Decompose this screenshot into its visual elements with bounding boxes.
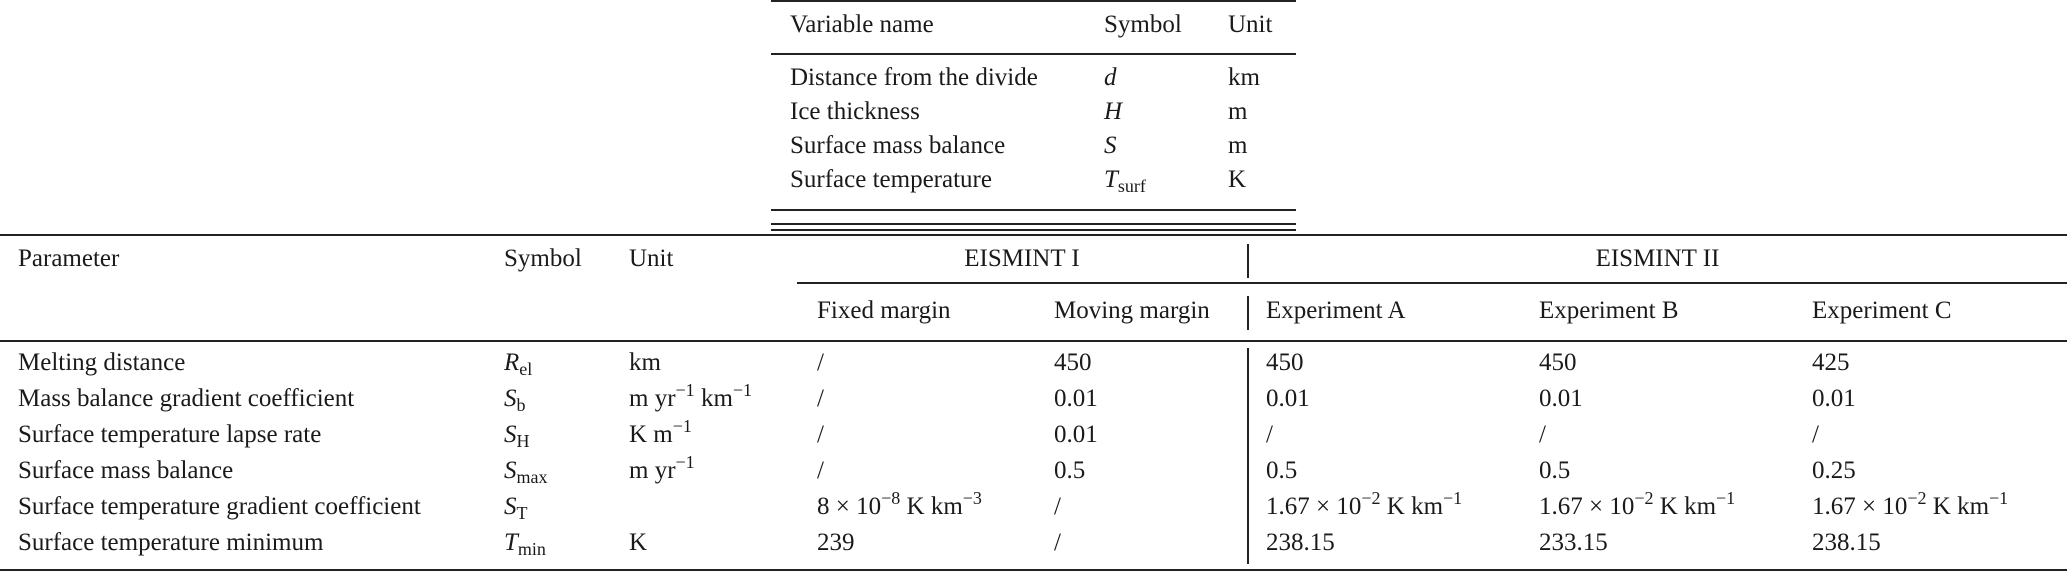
parameter-name: Surface temperature minimum <box>18 529 324 556</box>
value-experiment-a <box>1266 488 1463 522</box>
group-cmidrule <box>797 282 2067 284</box>
parameter-name: Melting distance <box>18 349 186 376</box>
value-moving-margin: / <box>1054 529 1061 556</box>
value-experiment-a: / <box>1266 421 1273 448</box>
header-symbol: Symbol <box>504 245 582 272</box>
symbol-letter: R <box>504 349 520 376</box>
symbol-subscript: surf <box>1117 176 1146 197</box>
variable-symbol: S <box>1104 132 1117 159</box>
value-experiment-c <box>1812 488 2009 522</box>
value-unit: K km <box>1926 493 1990 520</box>
symbol-letter: T <box>504 529 518 556</box>
table2-top-rule <box>0 234 2067 236</box>
header-parameter: Parameter <box>18 245 120 272</box>
variable-unit: K <box>1228 166 1247 193</box>
value-moving-margin: 0.01 <box>1054 421 1098 448</box>
variable-unit: m <box>1228 132 1248 159</box>
parameter-name: Surface mass balance <box>18 457 234 484</box>
header-eismint-2: EISMINT II <box>1595 245 1720 272</box>
parameter-symbol <box>504 456 548 486</box>
parameter-unit <box>629 380 753 414</box>
parameter-symbol <box>504 420 530 450</box>
symbol-subscript: H <box>516 431 530 452</box>
group-divider-body <box>1247 348 1249 564</box>
symbol-letter: S <box>504 421 517 448</box>
value-experiment-b: 0.01 <box>1539 385 1583 412</box>
header-experiment-b: Experiment B <box>1539 297 1679 324</box>
symbol-subscript: el <box>519 359 533 380</box>
value-experiment-c: 425 <box>1812 349 1850 376</box>
value-exponent: −2 <box>1907 488 1927 509</box>
value-unit-exponent: −1 <box>1989 488 2009 509</box>
value-fixed-margin: / <box>817 421 824 448</box>
value-experiment-b <box>1539 488 1736 522</box>
variable-unit: m <box>1228 98 1248 125</box>
value-mantissa: 1.67 × 10 <box>1812 493 1908 520</box>
header-moving-margin: Moving margin <box>1054 297 1210 324</box>
value-unit-exponent: −3 <box>962 488 982 509</box>
value-experiment-b: 233.15 <box>1539 529 1608 556</box>
table1-header-symbol: Symbol <box>1104 11 1182 38</box>
unit-text: m yr <box>629 457 676 484</box>
value-exponent: −8 <box>881 488 901 509</box>
value-unit: K km <box>1380 493 1444 520</box>
header-fixed-margin: Fixed margin <box>817 297 951 324</box>
value-unit-exponent: −1 <box>1443 488 1463 509</box>
parameter-symbol <box>504 348 532 378</box>
unit-text: m yr <box>629 385 676 412</box>
variable-symbol <box>1104 165 1146 195</box>
variable-name: Distance from the divide <box>790 64 1038 91</box>
group-divider-top <box>1247 244 1249 278</box>
symbol-subscript: max <box>516 467 548 488</box>
table1-top-rule <box>771 0 1296 2</box>
symbol-letter: S <box>504 385 517 412</box>
symbol-letter: S <box>504 493 517 520</box>
unit-text: km <box>694 385 733 412</box>
header-eismint-1: EISMINT I <box>964 245 1080 272</box>
header-experiment-c: Experiment C <box>1812 297 1952 324</box>
value-moving-margin: 0.5 <box>1054 457 1086 484</box>
value-fixed-margin: / <box>817 349 824 376</box>
value-mantissa: 1.67 × 10 <box>1266 493 1362 520</box>
value-unit-exponent: −1 <box>1716 488 1736 509</box>
value-experiment-c: 238.15 <box>1812 529 1881 556</box>
table1-end-rule-b <box>771 229 1296 231</box>
header-experiment-a: Experiment A <box>1266 297 1406 324</box>
unit-exponent: −1 <box>672 416 692 437</box>
parameter-unit <box>629 452 695 486</box>
unit-exponent: −1 <box>675 452 695 473</box>
value-exponent: −2 <box>1361 488 1381 509</box>
variable-name: Surface mass balance <box>790 132 1006 159</box>
symbol-subscript: min <box>517 539 546 560</box>
value-experiment-b: 0.5 <box>1539 457 1571 484</box>
value-fixed-margin: / <box>817 385 824 412</box>
value-fixed-margin <box>817 488 982 522</box>
symbol-letter: T <box>1104 166 1118 193</box>
value-moving-margin: / <box>1054 493 1061 520</box>
table1-header-unit: Unit <box>1228 11 1273 38</box>
parameter-name: Surface temperature lapse rate <box>18 421 322 448</box>
group-divider-mid <box>1247 296 1249 330</box>
parameter-unit: km <box>629 349 661 376</box>
variable-unit: km <box>1228 64 1260 91</box>
value-experiment-a: 238.15 <box>1266 529 1335 556</box>
value-exponent: −2 <box>1634 488 1654 509</box>
table1-bottom-rule <box>771 209 1296 211</box>
value-unit: K km <box>1653 493 1717 520</box>
value-experiment-a: 450 <box>1266 349 1304 376</box>
variable-symbol: d <box>1104 64 1117 91</box>
parameter-symbol <box>504 384 526 414</box>
parameter-name: Mass balance gradient coefficient <box>18 385 355 412</box>
parameter-symbol <box>504 528 546 558</box>
value-mantissa: 8 × 10 <box>817 493 882 520</box>
variable-symbol: H <box>1104 98 1123 125</box>
parameter-unit: K <box>629 529 648 556</box>
value-moving-margin: 450 <box>1054 349 1092 376</box>
value-experiment-a: 0.5 <box>1266 457 1298 484</box>
variable-name: Surface temperature <box>790 166 992 193</box>
parameter-unit <box>629 416 692 450</box>
value-unit: K km <box>900 493 963 520</box>
table2-bottom-rule <box>0 569 2067 571</box>
table1-header-variable: Variable name <box>790 11 934 38</box>
unit-text: K m <box>629 421 673 448</box>
table1-header-rule <box>771 53 1296 55</box>
value-experiment-a: 0.01 <box>1266 385 1310 412</box>
variable-name: Ice thickness <box>790 98 920 125</box>
value-experiment-b: / <box>1539 421 1546 448</box>
parameter-symbol <box>504 492 528 522</box>
value-mantissa: 1.67 × 10 <box>1539 493 1635 520</box>
symbol-letter: S <box>504 457 517 484</box>
value-experiment-c: 0.25 <box>1812 457 1856 484</box>
symbol-subscript: T <box>516 503 528 524</box>
value-experiment-b: 450 <box>1539 349 1577 376</box>
value-fixed-margin: / <box>817 457 824 484</box>
value-fixed-margin: 239 <box>817 529 855 556</box>
value-experiment-c: 0.01 <box>1812 385 1856 412</box>
value-moving-margin: 0.01 <box>1054 385 1098 412</box>
table1-end-rule-a <box>771 223 1296 225</box>
parameter-name: Surface temperature gradient coefficient <box>18 493 421 520</box>
value-experiment-c: / <box>1812 421 1819 448</box>
unit-exponent: −1 <box>675 380 695 401</box>
table2-header-rule <box>0 340 2067 342</box>
unit-exponent: −1 <box>732 380 753 401</box>
symbol-subscript: b <box>516 395 526 416</box>
header-unit: Unit <box>629 245 674 272</box>
